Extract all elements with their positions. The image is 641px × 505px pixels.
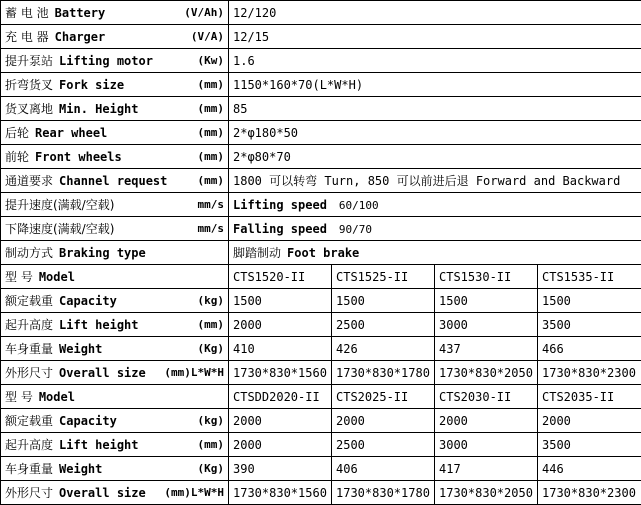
label-cn: 前轮 <box>5 148 29 165</box>
data-cell: 410 <box>229 337 332 361</box>
label-en: Overall size <box>59 486 146 500</box>
row-value-falling-speed <box>229 217 641 241</box>
table-row <box>1 409 641 433</box>
label-cn: 通道要求 <box>5 172 53 189</box>
label-cn: 车身重量 <box>5 340 53 357</box>
data-cell: 2000 <box>538 409 641 433</box>
row-label-channel-request <box>1 169 229 193</box>
data-cell: 2000 <box>332 409 435 433</box>
label-unit: (mm) <box>192 150 225 163</box>
label-cn: 额定载重 <box>5 292 53 309</box>
row-label-weight-1 <box>1 337 229 361</box>
row-value-rear-wheel: 2*φ180*50 <box>229 121 641 145</box>
table-row-model-header-1 <box>1 265 641 289</box>
label-en: Overall size <box>59 366 146 380</box>
row-label-weight-2 <box>1 457 229 481</box>
row-label-overall-size-1 <box>1 361 229 385</box>
data-cell: 3500 <box>538 433 641 457</box>
data-cell: 2500 <box>332 433 435 457</box>
data-cell: 3000 <box>435 433 538 457</box>
row-value-fork-size: 1150*160*70(L*W*H) <box>229 73 641 97</box>
data-cell: 1500 <box>229 289 332 313</box>
row-label-capacity-2 <box>1 409 229 433</box>
table-row-model-header-2 <box>1 385 641 409</box>
row-label-battery <box>1 1 229 25</box>
data-cell: 1730*830*1560 <box>229 361 332 385</box>
label-cn: 后轮 <box>5 124 29 141</box>
data-cell: 2000 <box>229 433 332 457</box>
label-unit: (mm) <box>192 126 225 139</box>
label-cn: 起升高度 <box>5 316 53 333</box>
table-row <box>1 121 641 145</box>
label-en: Weight <box>59 462 102 476</box>
label-cn: 提升泵站 <box>5 52 53 69</box>
lifting-speed-value: 60/100 <box>339 199 379 212</box>
label-cn: 提升速度(满载/空载) <box>5 196 114 213</box>
label-en: Lift height <box>59 438 138 452</box>
label-unit: (mm) <box>192 78 225 91</box>
label-unit: (kg) <box>192 294 225 307</box>
table-row <box>1 73 641 97</box>
label-cn: 起升高度 <box>5 436 53 453</box>
label-unit: (mm)L*W*H <box>158 366 224 379</box>
label-cn: 蓄 电 池 <box>5 4 49 21</box>
falling-speed-name: Falling speed <box>233 222 339 236</box>
table-row <box>1 97 641 121</box>
label-unit: (Kg) <box>192 462 225 475</box>
table-row <box>1 49 641 73</box>
label-en: Battery <box>55 6 106 20</box>
label-unit: (V/Ah) <box>178 6 224 19</box>
lifting-speed-name: Lifting speed <box>233 198 339 212</box>
data-cell: 1730*830*1780 <box>332 361 435 385</box>
label-unit: mm/s <box>192 198 225 211</box>
row-value-min-height: 85 <box>229 97 641 121</box>
table-row <box>1 433 641 457</box>
data-cell: 1730*830*1780 <box>332 481 435 505</box>
label-en: Model <box>39 390 75 404</box>
data-cell: 406 <box>332 457 435 481</box>
label-unit: (mm) <box>192 102 225 115</box>
row-value-lifting-speed <box>229 193 641 217</box>
label-cn: 货叉离地 <box>5 100 53 117</box>
falling-speed-value: 90/70 <box>339 223 372 236</box>
data-cell: 1730*830*2300 <box>538 481 641 505</box>
label-en: Capacity <box>59 414 117 428</box>
table-row <box>1 337 641 361</box>
label-unit: (mm)L*W*H <box>158 486 224 499</box>
data-cell: 1500 <box>435 289 538 313</box>
data-cell: 2000 <box>435 409 538 433</box>
label-unit: mm/s <box>192 222 225 235</box>
model-cell: CTS2035-II <box>538 385 641 409</box>
row-value-braking-type <box>229 241 641 265</box>
table-row <box>1 193 641 217</box>
label-cn: 额定载重 <box>5 412 53 429</box>
model-cell: CTS1535-II <box>538 265 641 289</box>
row-value-charger: 12/15 <box>229 25 641 49</box>
label-en: Lift height <box>59 318 138 332</box>
label-unit: (Kg) <box>192 342 225 355</box>
table-row <box>1 25 641 49</box>
model-cell: CTS2030-II <box>435 385 538 409</box>
row-label-model-2 <box>1 385 229 409</box>
data-cell: 390 <box>229 457 332 481</box>
label-cn: 车身重量 <box>5 460 53 477</box>
row-label-braking-type <box>1 241 229 265</box>
data-cell: 426 <box>332 337 435 361</box>
model-cell: CTSDD2020-II <box>229 385 332 409</box>
label-cn: 充 电 器 <box>5 28 49 45</box>
table-row <box>1 241 641 265</box>
label-en: Min. Height <box>59 102 138 116</box>
label-en: Braking type <box>59 246 146 260</box>
data-cell: 1730*830*2300 <box>538 361 641 385</box>
row-label-capacity-1 <box>1 289 229 313</box>
model-cell: CTS1520-II <box>229 265 332 289</box>
label-cn: 型 号 <box>5 268 33 285</box>
model-cell: CTS1530-II <box>435 265 538 289</box>
table-row <box>1 169 641 193</box>
row-value-channel-request: 1800 可以转弯 Turn, 850 可以前进后退 Forward and Backward <box>229 169 641 193</box>
row-label-lifting-motor <box>1 49 229 73</box>
label-en: Front wheels <box>35 150 122 164</box>
row-label-overall-size-2 <box>1 481 229 505</box>
data-cell: 2000 <box>229 409 332 433</box>
data-cell: 3500 <box>538 313 641 337</box>
table-row <box>1 217 641 241</box>
data-cell: 1730*830*2050 <box>435 361 538 385</box>
label-en: Lifting motor <box>59 54 153 68</box>
label-cn: 外形尺寸 <box>5 484 53 501</box>
data-cell: 1500 <box>332 289 435 313</box>
row-label-lift-height-1 <box>1 313 229 337</box>
row-label-charger <box>1 25 229 49</box>
label-cn: 下降速度(满载/空载) <box>5 220 114 237</box>
data-cell: 1730*830*2050 <box>435 481 538 505</box>
label-en: Charger <box>55 30 106 44</box>
brake-value-en: Foot brake <box>287 246 359 260</box>
data-cell: 2000 <box>229 313 332 337</box>
label-en: Weight <box>59 342 102 356</box>
row-label-rear-wheel <box>1 121 229 145</box>
data-cell: 1500 <box>538 289 641 313</box>
row-label-lifting-speed <box>1 193 229 217</box>
table-row <box>1 481 641 505</box>
table-row <box>1 361 641 385</box>
row-value-battery: 12/120 <box>229 1 641 25</box>
label-unit: (mm) <box>192 318 225 331</box>
row-label-front-wheels <box>1 145 229 169</box>
model-cell: CTS1525-II <box>332 265 435 289</box>
data-cell: 446 <box>538 457 641 481</box>
data-cell: 2500 <box>332 313 435 337</box>
row-label-fork-size <box>1 73 229 97</box>
label-cn: 折弯货叉 <box>5 76 53 93</box>
label-en: Rear wheel <box>35 126 107 140</box>
model-cell: CTS2025-II <box>332 385 435 409</box>
data-cell: 1730*830*1560 <box>229 481 332 505</box>
row-value-lifting-motor: 1.6 <box>229 49 641 73</box>
label-en: Channel request <box>59 174 167 188</box>
label-cn: 外形尺寸 <box>5 364 53 381</box>
table-row <box>1 1 641 25</box>
data-cell: 437 <box>435 337 538 361</box>
table-row <box>1 457 641 481</box>
row-label-model-1 <box>1 265 229 289</box>
label-unit: (Kw) <box>192 54 225 67</box>
label-unit: (mm) <box>192 438 225 451</box>
row-label-falling-speed <box>1 217 229 241</box>
table-row <box>1 145 641 169</box>
label-en: Model <box>39 270 75 284</box>
row-value-front-wheels: 2*φ80*70 <box>229 145 641 169</box>
data-cell: 466 <box>538 337 641 361</box>
row-label-min-height <box>1 97 229 121</box>
label-cn: 型 号 <box>5 388 33 405</box>
label-unit: (V/A) <box>185 30 224 43</box>
label-cn: 制动方式 <box>5 244 53 261</box>
data-cell: 3000 <box>435 313 538 337</box>
table-row <box>1 289 641 313</box>
data-cell: 417 <box>435 457 538 481</box>
row-label-lift-height-2 <box>1 433 229 457</box>
label-en: Fork size <box>59 78 124 92</box>
label-en: Capacity <box>59 294 117 308</box>
table-row <box>1 313 641 337</box>
label-unit: (mm) <box>192 174 225 187</box>
label-unit: (kg) <box>192 414 225 427</box>
brake-value-cn: 脚踏制动 <box>233 244 281 261</box>
